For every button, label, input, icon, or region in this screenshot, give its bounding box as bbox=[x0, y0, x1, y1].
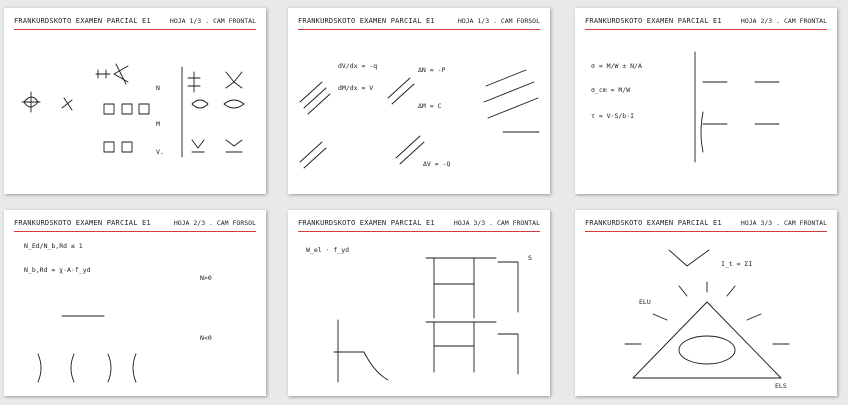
slide-title: FRANKURDSKOTO EXAMEN PARCIAL E1 bbox=[14, 219, 151, 227]
slide-page: HOJA 1/3 . CAM FRONTAL bbox=[169, 17, 256, 25]
slide-content bbox=[288, 32, 550, 194]
equation: I_t = ΣI bbox=[721, 260, 753, 268]
equation: σ = M/W ± N/A bbox=[591, 62, 642, 70]
slide-1[interactable] bbox=[4, 8, 266, 194]
slide-6[interactable] bbox=[575, 210, 837, 396]
slide-content bbox=[288, 234, 550, 396]
slide-2[interactable] bbox=[288, 8, 550, 194]
header-rule bbox=[585, 231, 827, 232]
slide-header bbox=[298, 17, 540, 31]
slide-page: HOJA 3/3 . CAM FRONTAL bbox=[740, 219, 827, 227]
slide-title: FRANKURDSKOTO EXAMEN PARCIAL E1 bbox=[585, 17, 722, 25]
label-m: M bbox=[156, 120, 160, 128]
slide-title: FRANKURDSKOTO EXAMEN PARCIAL E1 bbox=[298, 219, 435, 227]
slide-header bbox=[585, 17, 827, 31]
equation: ΔN = -P bbox=[418, 66, 446, 74]
header-rule bbox=[585, 29, 827, 30]
header-rule bbox=[14, 29, 256, 30]
slide-5[interactable] bbox=[288, 210, 550, 396]
slide-page: HOJA 2/3 . CAM FORSOL bbox=[173, 219, 256, 227]
slide-page: HOJA 3/3 . CAM FRONTAL bbox=[453, 219, 540, 227]
header-rule bbox=[14, 231, 256, 232]
slide-header bbox=[298, 219, 540, 233]
equation: ΔM = C bbox=[418, 102, 442, 110]
slide-4[interactable] bbox=[4, 210, 266, 396]
equation: ΔV = -Q bbox=[423, 160, 451, 168]
slide-content bbox=[575, 32, 837, 194]
slide-3[interactable] bbox=[575, 8, 837, 194]
slide-page: HOJA 2/3 . CAM FRONTAL bbox=[740, 17, 827, 25]
label: ELU bbox=[639, 298, 651, 306]
triangle-diagram-icon bbox=[575, 234, 837, 396]
label: ELS bbox=[775, 382, 787, 390]
equation: τ = V·S/b·I bbox=[591, 112, 635, 120]
equation: dV/dx = -q bbox=[338, 62, 378, 70]
buckling-sketch-icon bbox=[4, 234, 266, 396]
slide-content bbox=[4, 234, 266, 396]
frame-sketch-icon bbox=[288, 234, 550, 396]
equation: N<0 bbox=[200, 334, 212, 342]
header-rule bbox=[298, 231, 540, 232]
slide-header bbox=[585, 219, 827, 233]
equation: σ_cm = M/W bbox=[591, 86, 631, 94]
equation: dM/dx = V bbox=[338, 84, 374, 92]
label-v: V. bbox=[156, 148, 164, 156]
equation: W_el · f_yd bbox=[306, 246, 350, 254]
label: S bbox=[528, 254, 532, 262]
slide-content bbox=[4, 32, 266, 194]
equation: N>0 bbox=[200, 274, 212, 282]
slide-header bbox=[14, 219, 256, 233]
slide-content bbox=[575, 234, 837, 396]
slide-header bbox=[14, 17, 256, 31]
slide-title: FRANKURDSKOTO EXAMEN PARCIAL E1 bbox=[298, 17, 435, 25]
header-rule bbox=[298, 29, 540, 30]
slide-title: FRANKURDSKOTO EXAMEN PARCIAL E1 bbox=[585, 219, 722, 227]
handwritten-diagram-icon bbox=[4, 32, 266, 194]
equation: N_Ed/N_b,Rd ≤ 1 bbox=[24, 242, 83, 250]
slide-page: HOJA 1/3 . CAM FORSOL bbox=[457, 17, 540, 25]
label-n: N bbox=[156, 84, 160, 92]
equation: N_b,Rd = χ·A·f_yd bbox=[24, 266, 91, 274]
slide-title: FRANKURDSKOTO EXAMEN PARCIAL E1 bbox=[14, 17, 151, 25]
beam-element-icon bbox=[288, 32, 550, 194]
